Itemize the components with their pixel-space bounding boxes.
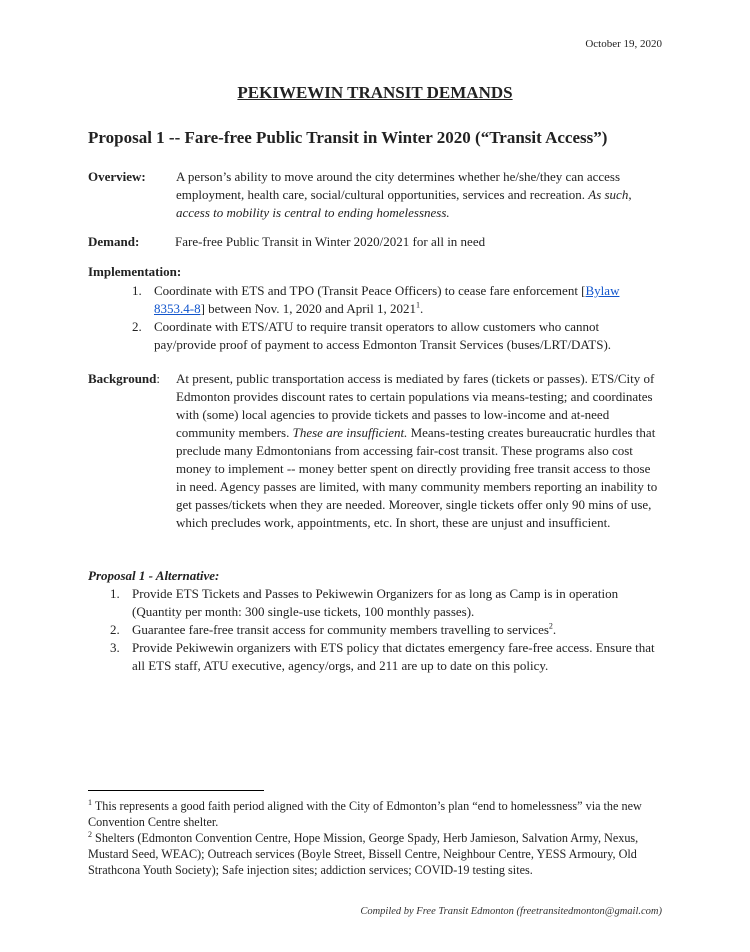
list-text: Coordinate with ETS and TPO (Transit Peace Officers) to cease fare enforcement [ — [154, 283, 586, 298]
alternative-list — [110, 585, 655, 675]
list-number: 2. — [132, 319, 142, 334]
footnote-1 — [88, 798, 664, 830]
footnote-divider — [88, 790, 264, 791]
list-number: 1. — [132, 283, 142, 298]
bylaw-link[interactable]: Bylaw 8353.4-8 — [154, 283, 620, 316]
document-title: PEKIWEWIN TRANSIT DEMANDS — [237, 83, 513, 102]
list-text-end: . — [552, 622, 557, 637]
overview-section — [88, 168, 664, 222]
background-body-continued: Means-testing creates bureaucratic hurdles that preclude many Edmontonians from accessing fair-cost transit. These programs also cost money to implement -- money better spent on directly providing free transit access to those in need. Agency passes are limited, with many community members reporting an inability to get passes/tickets when they are needed. Moreover, single tickets offer only 90 mins of use, which precludes work, appointments, etc. In short, these are unjust and insufficient. — [176, 425, 658, 530]
background-body: At present, public transportation access is mediated by fares (tickets or passes). ETS/City of Edmonton provides discount rates to certain populations via means-testing; and coordinates with (some) local agencies to provide tickets and passes to low-income and at-need community members. — [176, 371, 655, 440]
background-colon: : — [156, 371, 161, 386]
list-text: Provide ETS Tickets and Passes to Pekiwewin Organizers for as long as Camp is in operation (Quantity per month: 300 single-use tickets, 100 monthly passes). — [132, 586, 619, 619]
list-item — [110, 585, 655, 621]
footnote-text: Shelters (Edmonton Convention Centre, Hope Mission, George Spady, Herb Jamieson, Salvation Army, Nexus, Mustard Seed, WEAC); Outreach services (Boyle Street, Bissell Centre, Neighbour Centre, YESS Armoury, Old Strathcona Youth Society); Safe injection sites; addiction services; COVID-19 testing sites. — [88, 831, 639, 877]
background-label — [88, 370, 160, 388]
overview-emphasis: As such, access to mobility is central to ending homelessness. — [176, 187, 632, 220]
alternative-label: Proposal 1 - Alternative: — [88, 568, 220, 583]
background-text — [176, 370, 660, 532]
demand-label: Demand: — [88, 234, 140, 249]
list-text: Provide Pekiwewin organizers with ETS policy that dictates emergency fare-free access. Ensure that all ETS staff, ATU executive, agency/orgs, and 211 are up to date on this policy. — [132, 640, 655, 673]
list-text-continued: ] between Nov. 1, 2020 and April 1, 2021 — [200, 301, 417, 316]
list-text: Guarantee fare-free transit access for community members travelling to services — [132, 622, 549, 637]
footnote-text: This represents a good faith period aligned with the City of Edmonton’s plan “end to homelessness” via the new Convention Centre shelter. — [88, 799, 642, 829]
overview-body: A person’s ability to move around the city determines whether he/she/they can access employment, health care, social/cultural opportunities, services and recreation. — [176, 169, 621, 202]
background-emphasis: These are insufficient. — [292, 425, 408, 440]
demand-text: Fare-free Public Transit in Winter 2020/2021 for all in need — [175, 234, 486, 249]
demand-section — [88, 233, 664, 251]
background-label-text: Background — [88, 371, 157, 386]
page-footer: Compiled by Free Transit Edmonton (freetransitedmonton@gmail.com) — [360, 906, 662, 917]
implementation-list — [132, 282, 652, 354]
list-number: 1. — [110, 586, 120, 601]
proposal-heading: Proposal 1 -- Fare-free Public Transit in Winter 2020 (“Transit Access”) — [88, 128, 608, 147]
document-date: October 19, 2020 — [585, 38, 662, 50]
list-item — [110, 621, 655, 639]
footnote-marker: 1 — [88, 797, 92, 807]
list-text: Coordinate with ETS/ATU to require transit operators to allow customers who cannot pay/provide proof of payment to access Edmonton Transit Services (buses/LRT/DATS). — [154, 319, 612, 352]
list-item — [132, 282, 652, 318]
overview-text — [176, 168, 660, 222]
list-text-end: . — [420, 301, 424, 316]
list-number: 2. — [110, 622, 120, 637]
footnote-marker: 2 — [88, 829, 92, 839]
list-item — [132, 318, 652, 354]
footnote-2 — [88, 830, 664, 878]
background-section — [88, 370, 664, 550]
list-item — [110, 639, 655, 675]
overview-label: Overview: — [88, 169, 146, 184]
footnote-ref: 1 — [416, 300, 421, 310]
footnote-ref: 2 — [548, 621, 553, 631]
list-number: 3. — [110, 640, 120, 655]
implementation-label: Implementation: — [88, 264, 182, 279]
